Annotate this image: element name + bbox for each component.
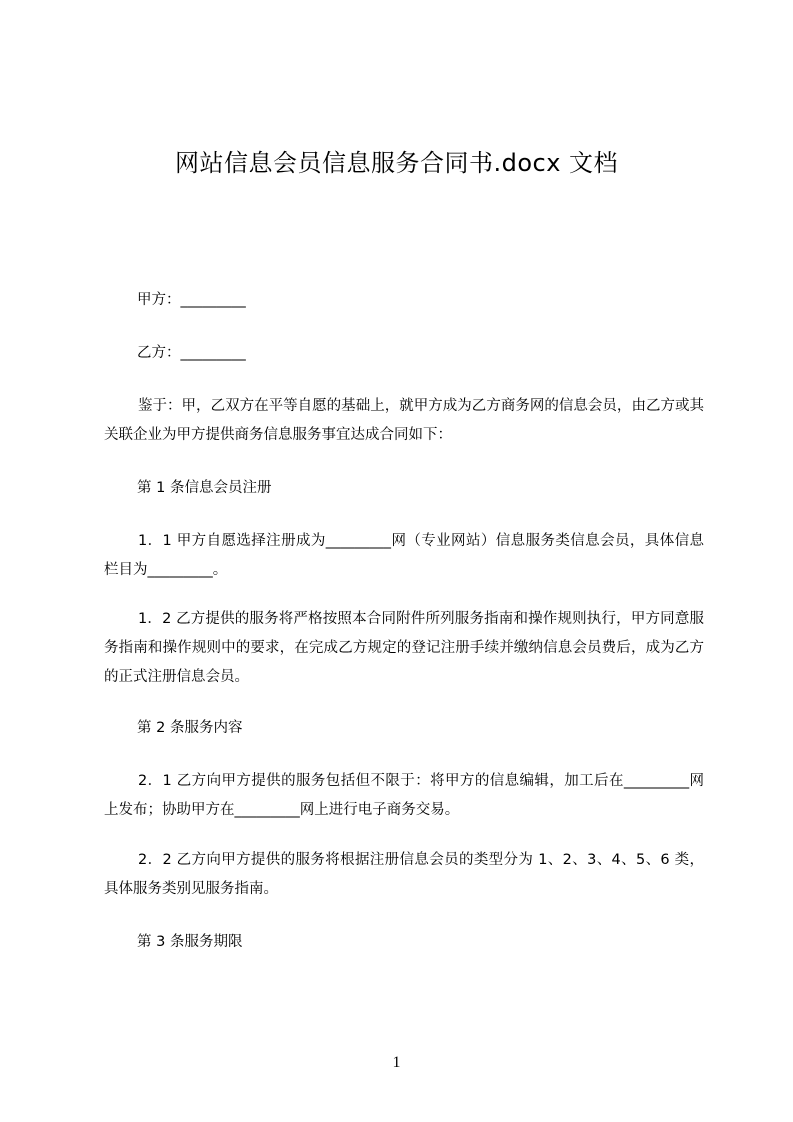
article-2-clause-1: 2．1 乙方向甲方提供的服务包括但不限于：将甲方的信息编辑，加工后在_________网上发布；协助甲方在_________网上进行电子商务交易。 (104, 773, 704, 818)
article-2-heading: 第 2 条服务内容 (137, 720, 243, 736)
document-title: 网站信息会员信息服务合同书.docx 文档 (174, 149, 619, 177)
party-a-line: 甲方：_________ (137, 292, 246, 308)
article-1-clause-2: 1．2 乙方提供的服务将严格按照本合同附件所列服务指南和操作规则执行，甲方同意服务指南和操作规则中的要求，在完成乙方规定的登记注册手续并缴纳信息会员费后，成为乙方的正式注册信息会员。 (104, 611, 704, 685)
article-1-clause-1: 1．1 甲方自愿选择注册成为_________网（专业网站）信息服务类信息会员，具体信息栏目为_________。 (104, 533, 704, 578)
article-2-clause-2: 2．2 乙方向甲方提供的服务将根据注册信息会员的类型分为 1、2、3、4、5、6 类，具体服务类别见服务指南。 (104, 852, 704, 897)
article-1-heading: 第 1 条信息会员注册 (137, 480, 272, 496)
page-number: 1 (392, 1054, 401, 1071)
article-3-heading: 第 3 条服务期限 (137, 934, 243, 950)
party-b-line: 乙方：_________ (137, 345, 246, 361)
preamble-paragraph: 鉴于：甲，乙双方在平等自愿的基础上，就甲方成为乙方商务网的信息会员，由乙方或其关联企业为甲方提供商务信息服务事宜达成合同如下： (104, 398, 704, 443)
